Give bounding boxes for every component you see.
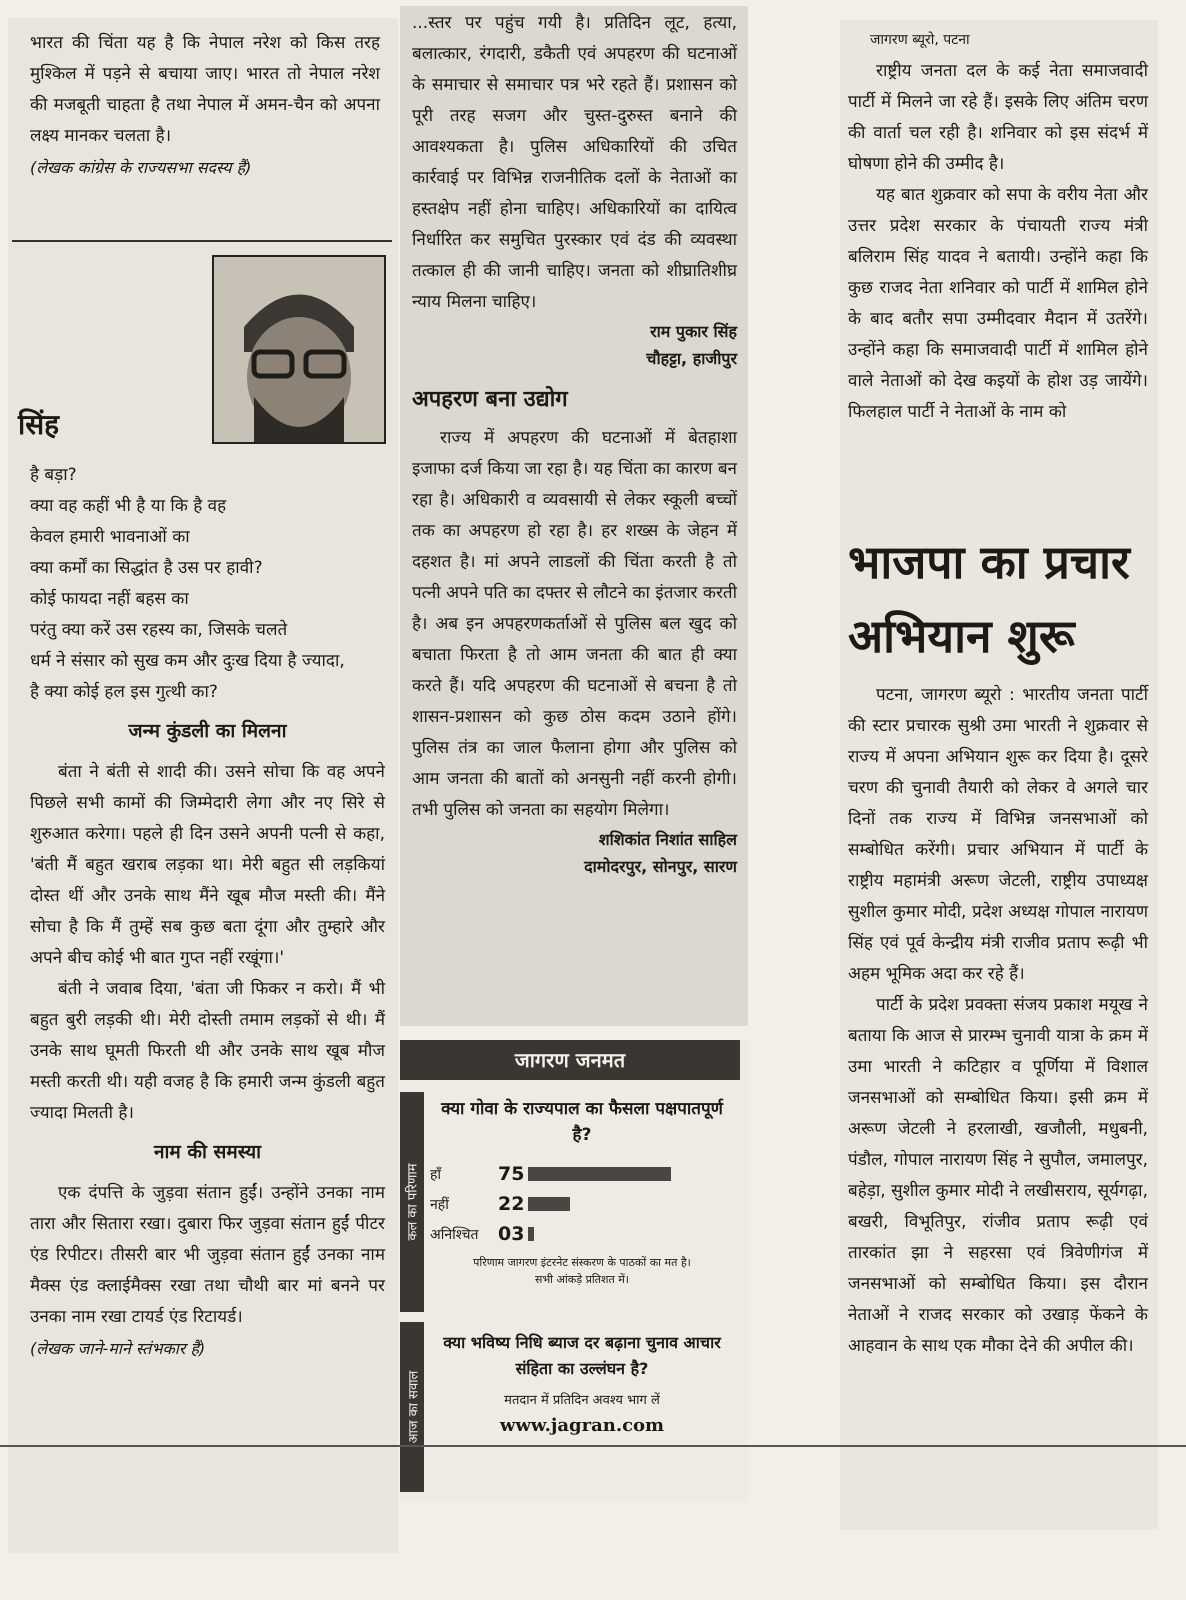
letter-signature-place: दामोदरपुर, सोनपुर, सारण [584, 857, 737, 876]
intro-paragraph: भारत की चिंता यह है कि नेपाल नरेश को किस तरह मुश्किल में पड़ने से बचाया जाए। भारत तो नेपाल नरेश की मजबूती चाहता है तथा नेपाल में अमन-चैन को अपना लक्ष्य मानकर चलता है। [30, 33, 380, 146]
poll-label: हाँ [430, 1166, 442, 1183]
poem-line: क्या वह कहीं भी है या कि है वह [30, 496, 227, 516]
poem-line: क्या कर्मों का सिद्धांत है उस पर हावी? [30, 558, 263, 578]
poem-line: कोई फायदा नहीं बहस का [30, 589, 189, 609]
story-paragraph: पार्टी के प्रदेश प्रवक्ता संजय प्रकाश मयूख ने बताया कि आज से प्रारम्भ चुनावी यात्रा के क्रम में उमा भारती ने कटिहार व पूर्णिया में विशाल जनसभाओं को सम्बोधित किया। इसी क्रम में अरूण जेटली ने हरलाखी, खजौली, मधुबनी, पंडौल, गोपाल नारायण सिंह ने सुपौल, जमालपुर, बहेड़ा, सुशील कुमार मोदी ने लखीसराय, सूर्यगढ़ा, बखरी, विभूतिपुर, रांजीव प्रताप रूढ़ी एवं तारकांत झा ने सहरसा एवं त्रिवेणीगंज में जनसभाओं को सम्बोधित किया। इस दौरान नेताओं ने राजद सरकार को उखाड़ फेंकने के आहवान के साथ एक मौका देने की अपील की। [848, 995, 1148, 1356]
poll-box [400, 1040, 740, 1495]
bottom-rule [0, 1445, 1186, 1447]
story-paragraph: बंता ने बंती से शादी की। उसने सोचा कि वह अपने पिछले सभी कामों की जिम्मेदारी लेगा और नए सिरे से शुरुआत करेगा। पहले ही दिन उसने अपनी पत्नी से कहा, 'बंती मैं बहुत खराब लड़का था। मेरी बहुत सी लड़कियां दोस्त थीं और उनके साथ मैंने खूब मौज मस्ती की। मैंने सोचा है कि मैं तुम्हें सब कुछ बता दूंगा और तुम्हारे और अपने बीच कोई भी बात गुप्त नहीं रखूंगा।' [30, 762, 385, 968]
poll-bar [528, 1167, 671, 1181]
subheading-naam: नाम की समस्या [153, 1141, 262, 1163]
poll-question: क्या गोवा के राज्यपाल का फैसला पक्षपातपूर्ण है? [441, 1099, 723, 1145]
today-question: क्या भविष्य निधि ब्याज दर बढ़ाना चुनाव आचार संहिता का उल्लंघन है? [443, 1333, 721, 1378]
letter-signature-name: शशिकांत निशांत साहिल [598, 830, 737, 849]
letters-column [412, 8, 737, 880]
poll-value: 03 [498, 1223, 525, 1245]
poll-label: अनिश्चित [430, 1226, 479, 1243]
poem-line: परंतु क्या करें उस रहस्य का, जिसके चलते [30, 620, 288, 640]
divider [12, 240, 392, 242]
right-story1 [848, 56, 1148, 428]
author-byline: सिंह [18, 408, 60, 441]
poll-bar [528, 1227, 534, 1241]
poll-row-no [430, 1192, 718, 1216]
story-paragraph: यह बात शुक्रवार को सपा के वरीय नेता और उत्तर प्रदेश सरकार के पंचायती राज्य मंत्री बलिराम सिंह यादव ने बतायी। उन्होंने कहा कि कुछ राजद नेता शनिवार को पार्टी में शामिल होने के बाद बतौर सपा उम्मीदवार मैदान में उतरेंगे। उन्होंने कहा कि समाजवादी पार्टी में शामिल होने वाले नेताओं को देख कइयों के होश उड़ जायेंगे। फिलहाल पार्टी ने नेताओं के नाम को [848, 185, 1148, 422]
poll-title: जागरण जनमत [400, 1040, 740, 1080]
story-paragraph: पटना, जागरण ब्यूरो : भारतीय जनता पार्टी की स्टार प्रचारक सुश्री उमा भारती ने शुक्रवार से राज्य में अपना अभियान शुरू कर दिया है। दूसरे चरण की चुनावी तैयारी को लेकर वे अगले चार दिनों तक राज्य में विभिन्न जनसभाओं को सम्बोधित करेंगी। प्रचार अभियान में पार्टी के राष्ट्रीय महामंत्री अरूण जेटली, राष्ट्रीय उपाध्यक्ष सुशील कुमार मोदी, प्रदेश अध्यक्ष गोपाल नारायण सिंह एवं पूर्व केन्द्रीय मंत्री राजीव प्रताप रूढ़ी भी अहम भूमिक अदा कर रहे हैं। [848, 685, 1148, 984]
poll-row-uncertain [430, 1222, 718, 1246]
right-story2 [848, 680, 1148, 1362]
letter-signature-name: राम पुकार सिंह [650, 322, 737, 341]
letter-signature-place: चौहट्टा, हाजीपुर [646, 349, 737, 368]
story-paragraph: एक दंपत्ति के जुड़वा संतान हुईं। उन्होंने उनका नाम तारा और सितारा रखा। दुबारा फिर जुड़वा संतान हुईं पीटर एंड रिपीटर। तीसरी बार भी जुड़वा संतान हुईं उनका नाम मैक्स एंड क्लाईमैक्स रखा तथा चौथी बार मां बनने पर उनका नाम रखा टायर्ड एंड रिटायर्ड। [30, 1183, 385, 1327]
left-intro [30, 28, 380, 183]
poll-row-yes [430, 1162, 718, 1186]
poem-line: है बड़ा? [30, 465, 77, 485]
vote-note: मतदान में प्रतिदिन अवश्य भाग लें [504, 1393, 660, 1408]
headline-bjp: भाजपा का प्रचार अभियान शुरू [848, 535, 1130, 663]
poll-note-1: परिणाम जागरण इंटरनेट संस्करण के पाठकों का मत है। [473, 1256, 691, 1269]
poll-note [432, 1254, 732, 1288]
dateline: जागरण ब्यूरो, पटना [870, 32, 970, 48]
today-strip: आज का सवाल [400, 1322, 424, 1492]
poem-line: केवल हमारी भावनाओं का [30, 527, 190, 547]
story-paragraph: राष्ट्रीय जनता दल के कई नेता समाजवादी पार्टी में मिलने जा रहे हैं। इसके लिए अंतिम चरण की वार्ता चल रही है। शनिवार को इस संदर्भ में घोषणा होने की उम्मीद है। [848, 61, 1148, 174]
poem-line: है क्या कोई हल इस गुत्थी का? [30, 682, 218, 702]
letter-body: ...स्तर पर पहुंच गयी है। प्रतिदिन लूट, हत्या, बलात्कार, रंगदारी, डकैती एवं अपहरण की घटनाओं के समाचार से समाचार पत्र भरे रहते हैं। प्रशासन को पूरी तरह सजग और चुस्त-दुरुस्त बनाने की आवश्यकता है। पुलिस अधिकारियों की उचित कार्रवाई पर विभिन्न राजनीतिक दलों के नेताओं का हस्तक्षेप नहीं होना चाहिए। अधिकारियों का दायित्व निर्धारित कर समुचित पुरस्कार एवं दंड की व्यवस्था तत्काल ही की जानी चाहिए। जनता को शीघ्रातिशीघ्र न्याय मिलना चाहिए। [412, 13, 737, 312]
left-body [30, 460, 385, 1364]
poll-note-2: सभी आंकड़े प्रतिशत में। [535, 1273, 629, 1286]
poll-value: 75 [498, 1163, 525, 1185]
result-strip: कल का परिणाम [400, 1092, 424, 1312]
story-paragraph: बंती ने जवाब दिया, 'बंता जी फिकर न करो। मैं भी बहुत बुरी लड़की थी। मेरी दोस्ती तमाम लड़कों से थी। मैं उनके साथ घूमती फिरती थी और उनके साथ खूब मौज मस्ती करती थी। यही वजह है कि हमारी जन्म कुंडली बहुत ज्यादा मिलती है। [30, 979, 385, 1123]
letter-heading: अपहरण बना उद्योग [412, 387, 568, 412]
poll-value: 22 [498, 1193, 525, 1215]
author-credit: (लेखक जाने-माने स्तंभकार हैं) [30, 1339, 206, 1358]
letter-body: राज्य में अपहरण की घटनाओं में बेतहाशा इजाफा दर्ज किया जा रहा है। यह चिंता का कारण बन रहा है। अधिकारी व व्यवसायी से लेकर स्कूली बच्चों तक का अपहरण हो रहा है। हर शख्स के जेहन में दहशत है। मां अपने लाडलों की चिंता करती है तो पत्नी अपने पति का दफ्तर से लौटने का इंतजार करती है। अब इन अपहरणकर्ताओं से पुलिस बल खुद को बचाता फिरता है तो आम जनता की बात ही क्या करते हैं। यदि अपहरण की घटनाओं से बचना है तो शासन-प्रशासन को कुछ ठोस कदम उठाने होंगे। पुलिस तंत्र का जाल फैलाना होगा और पुलिस को आम जनता की बातों को अनसुनी नहीं करनी होगी। तभी पुलिस को जनता का सहयोग मिलेगा। [412, 428, 737, 820]
poll-website-link[interactable]: www.jagran.com [499, 1415, 665, 1436]
author-credit: (लेखक कांग्रेस के राज्यसभा सदस्य हैं) [30, 158, 252, 177]
author-photo [212, 255, 386, 444]
poem-line: धर्म ने संसार को सुख कम और दुःख दिया है ज्यादा, [30, 651, 345, 671]
poll-label: नहीं [430, 1196, 449, 1213]
poll-bar [528, 1197, 570, 1211]
subheading-kundli: जन्म कुंडली का मिलना [128, 720, 287, 742]
portrait-graphic [214, 257, 384, 442]
